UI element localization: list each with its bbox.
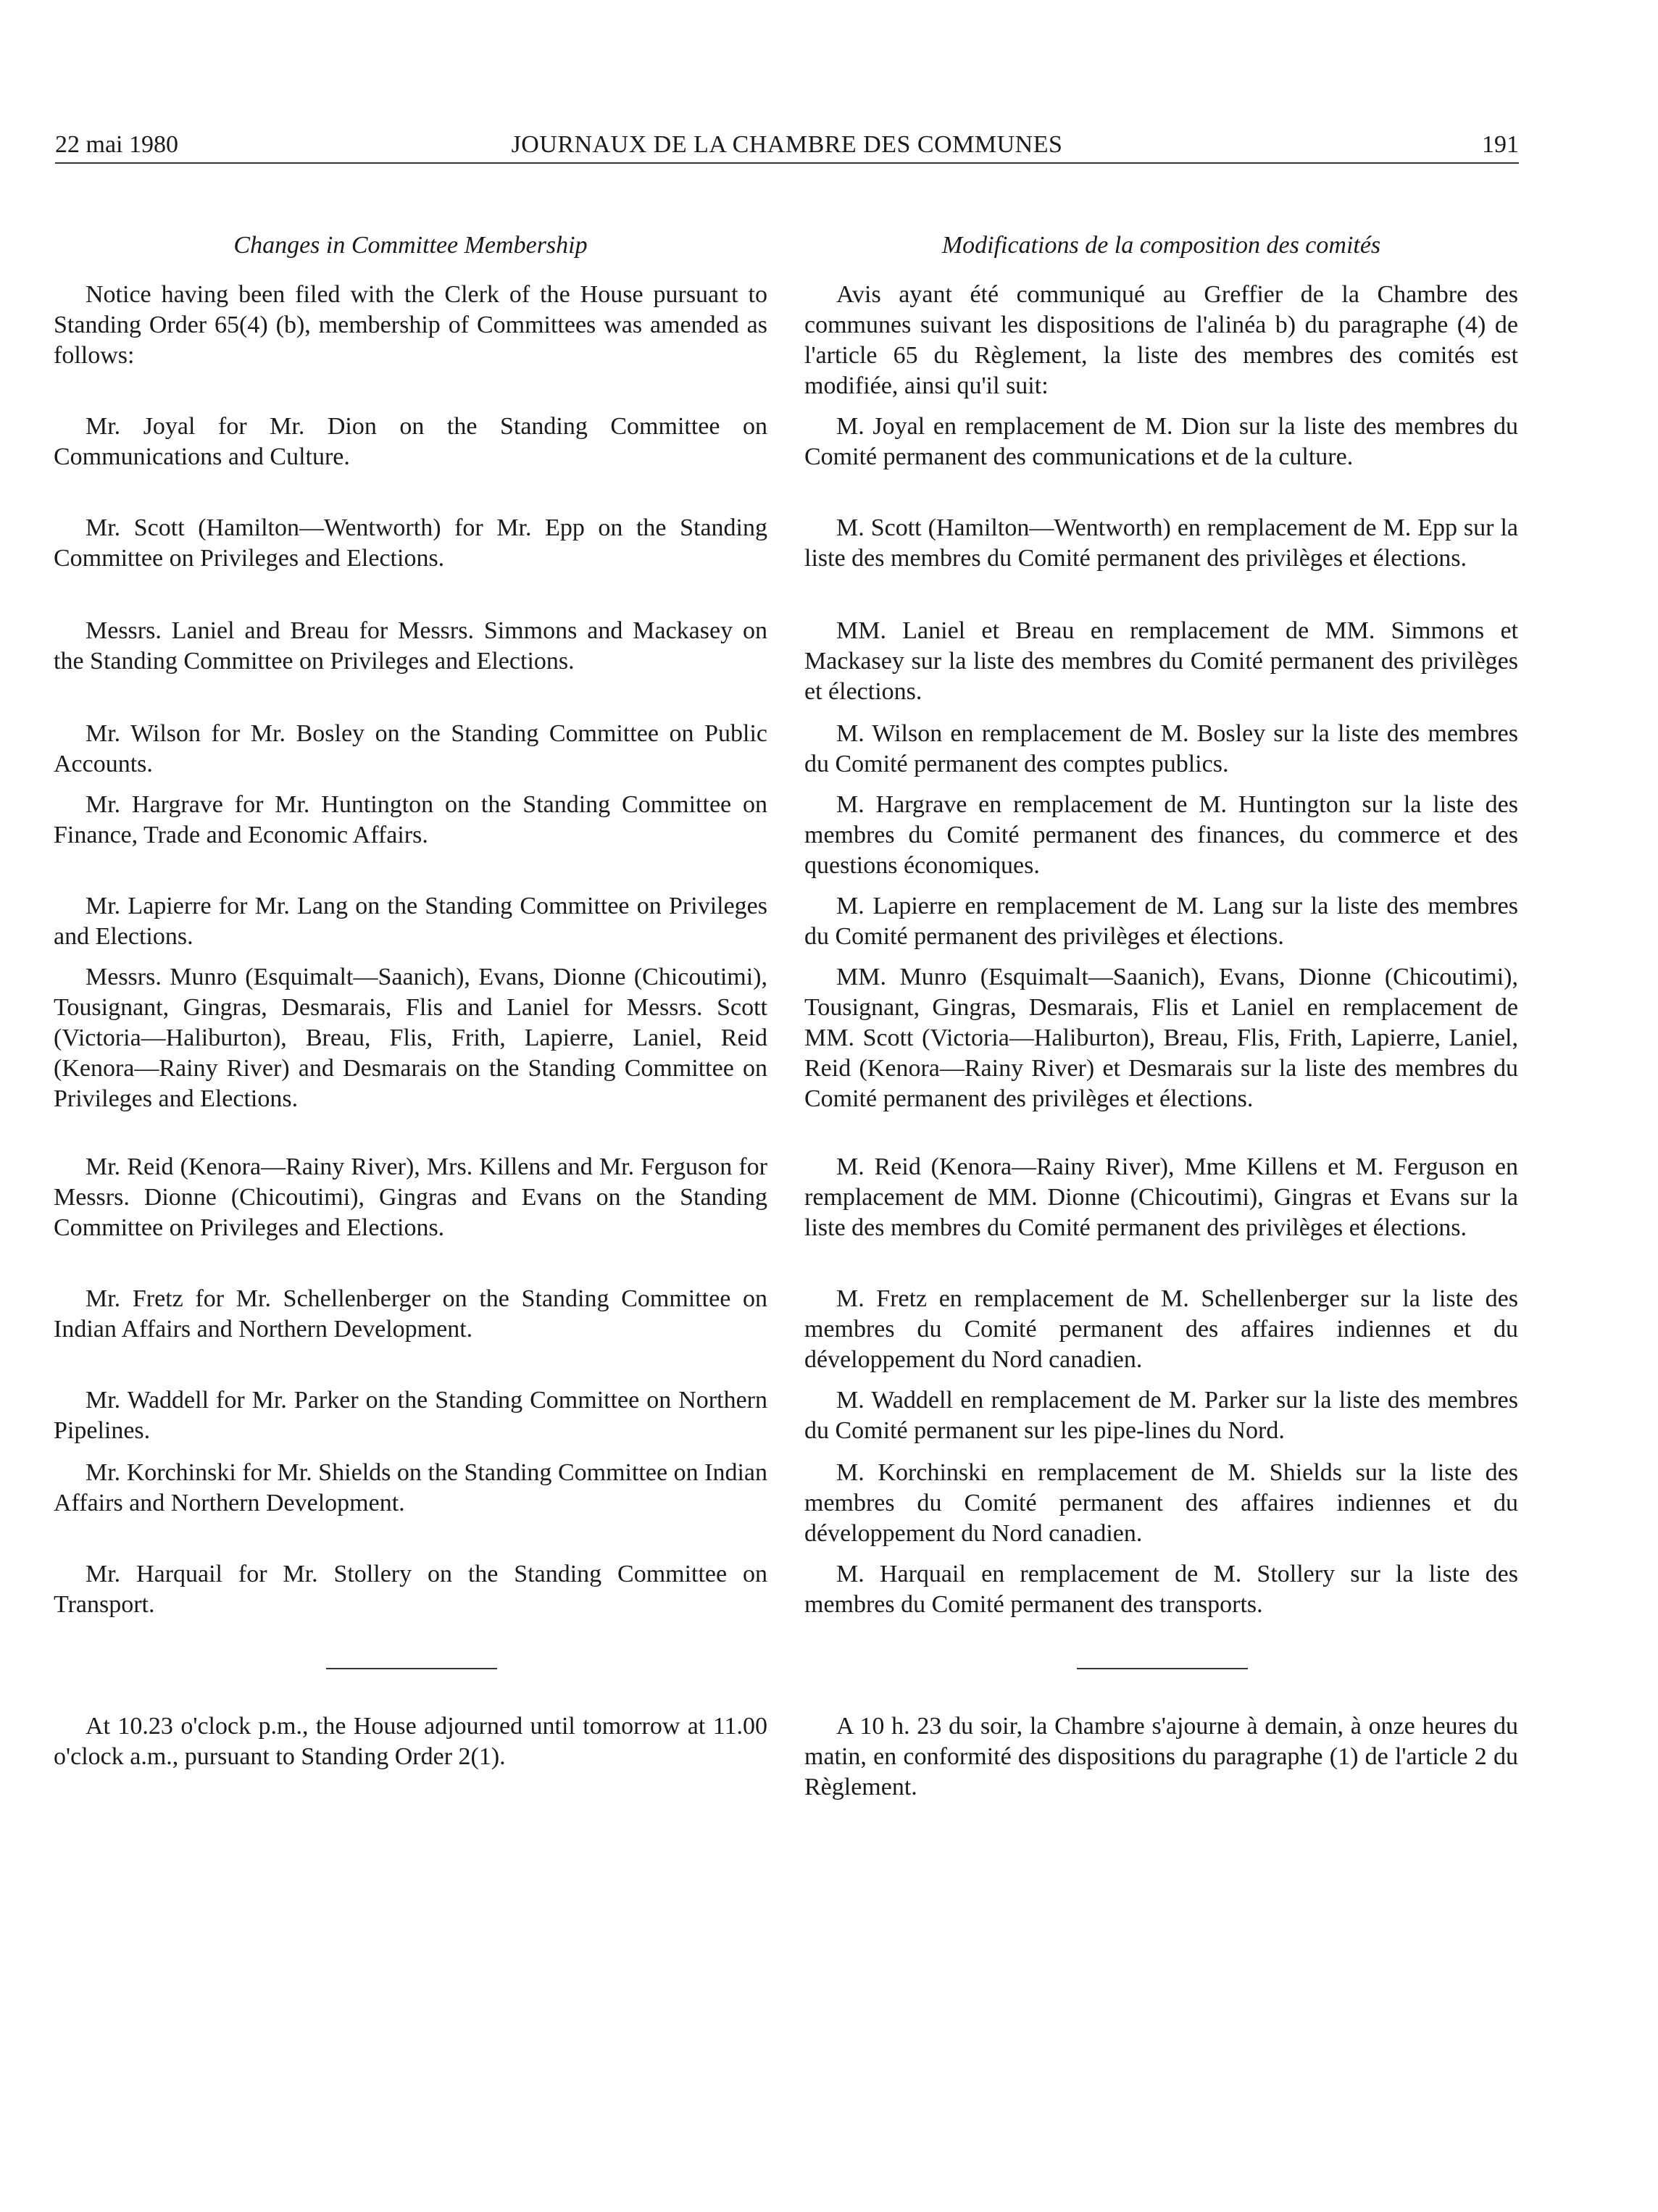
header-title: JOURNAUX DE LA CHAMBRE DES COMMUNES xyxy=(511,131,1063,158)
english-section-title: Changes in Committee Membership xyxy=(233,232,588,259)
french-change-3: MM. Laniel et Breau en remplacement de MM. Simmons et Mackasey sur la liste des membres du Comité permanent des privilèges et élections. xyxy=(804,617,1518,705)
english-change-5: Mr. Hargrave for Mr. Huntington on the Standing Committee on Finance, Trade and Economic Affairs. xyxy=(54,791,767,848)
french-change-8: M. Reid (Kenora—Rainy River), Mme Killens et M. Ferguson en remplacement de MM. Dionne (Chicoutimi), Gingras et Evans sur la liste des membres du Comité permanent des privilèges et élections. xyxy=(804,1153,1518,1241)
english-separator-rule xyxy=(326,1668,497,1669)
french-change-9: M. Fretz en remplacement de M. Schellenberger sur la liste des membres du Comité permanent des affaires indiennes et du développement du Nord canadien. xyxy=(804,1285,1518,1373)
french-change-7: MM. Munro (Esquimalt—Saanich), Evans, Dionne (Chicoutimi), Tousignant, Gingras, Desmarais, Flis et Laniel en remplacement de MM. Scott (Victoria—Haliburton), Breau, Flis, Frith, Lapierre, Laniel, Reid (Kenora—Rainy River) et Desmarais sur la liste des membres du Comité permanent des privilèges et élections. xyxy=(804,964,1518,1112)
english-change-11: Mr. Korchinski for Mr. Shields on the Standing Committee on Indian Affairs and Northern Development. xyxy=(54,1459,767,1516)
page-header xyxy=(55,128,1519,162)
header-date: 22 mai 1980 xyxy=(55,131,178,158)
english-change-4: Mr. Wilson for Mr. Bosley on the Standing Committee on Public Accounts. xyxy=(54,720,767,777)
english-change-7: Messrs. Munro (Esquimalt—Saanich), Evans, Dionne (Chicoutimi), Tousignant, Gingras, Desmarais, Flis and Laniel for Messrs. Scott (Victoria—Haliburton), Breau, Flis, Frith, Lapierre, Laniel, Reid (Kenora—Rainy River) and Desmarais on the Standing Committee on Privileges and Elections. xyxy=(54,964,767,1112)
french-change-2: M. Scott (Hamilton—Wentworth) en remplacement de M. Epp sur la liste des membres du Comité permanent des privilèges et élections. xyxy=(804,514,1518,572)
french-change-10: M. Waddell en remplacement de M. Parker sur la liste des membres du Comité permanent sur les pipe-lines du Nord. xyxy=(804,1387,1518,1444)
english-notice-paragraph: Notice having been filed with the Clerk of the House pursuant to Standing Order 65(4) (b), membership of Committees was amended as follows: xyxy=(54,281,767,369)
english-adjournment: At 10.23 o'clock p.m., the House adjourned until tomorrow at 11.00 o'clock a.m., pursuant to Standing Order 2(1). xyxy=(54,1713,767,1770)
french-section-title: Modifications de la composition des comités xyxy=(941,232,1381,259)
english-change-12: Mr. Harquail for Mr. Stollery on the Standing Committee on Transport. xyxy=(54,1561,767,1618)
english-change-8: Mr. Reid (Kenora—Rainy River), Mrs. Killens and Mr. Ferguson for Messrs. Dionne (Chicoutimi), Gingras and Evans on the Standing Committee on Privileges and Elections. xyxy=(54,1153,767,1241)
french-change-12: M. Harquail en remplacement de M. Stollery sur la liste des membres du Comité permanent des transports. xyxy=(804,1561,1518,1618)
french-change-5: M. Hargrave en remplacement de M. Huntington sur la liste des membres du Comité permanent des finances, du commerce et des questions économiques. xyxy=(804,791,1518,879)
english-change-1: Mr. Joyal for Mr. Dion on the Standing Committee on Communications and Culture. xyxy=(54,413,767,470)
french-separator-rule xyxy=(1077,1668,1248,1669)
french-change-1: M. Joyal en remplacement de M. Dion sur la liste des membres du Comité permanent des communications et de la culture. xyxy=(804,413,1518,470)
header-rule xyxy=(55,162,1519,164)
french-adjournment: A 10 h. 23 du soir, la Chambre s'ajourne à demain, à onze heures du matin, en conformité des dispositions du paragraphe (1) de l'article 2 du Règlement. xyxy=(804,1713,1518,1800)
english-change-3: Messrs. Laniel and Breau for Messrs. Simmons and Mackasey on the Standing Committee on Privileges and Elections. xyxy=(54,617,767,675)
english-column xyxy=(54,230,767,1770)
french-change-6: M. Lapierre en remplacement de M. Lang sur la liste des membres du Comité permanent des privilèges et élections. xyxy=(804,893,1518,950)
french-change-4: M. Wilson en remplacement de M. Bosley sur la liste des membres du Comité permanent des comptes publics. xyxy=(804,720,1518,777)
french-notice-paragraph: Avis ayant été communiqué au Greffier de la Chambre des communes suivant les dispositions de l'alinéa b) du paragraphe (4) de l'article 65 du Règlement, la liste des membres des comités est modifiée, ainsi qu'il suit: xyxy=(804,281,1518,399)
english-change-2: Mr. Scott (Hamilton—Wentworth) for Mr. Epp on the Standing Committee on Privileges and Elections. xyxy=(54,514,767,572)
english-change-9: Mr. Fretz for Mr. Schellenberger on the Standing Committee on Indian Affairs and Northern Development. xyxy=(54,1285,767,1343)
french-change-11: M. Korchinski en remplacement de M. Shields sur la liste des membres du Comité permanent des affaires indiennes et du développement du Nord canadien. xyxy=(804,1459,1518,1547)
english-change-10: Mr. Waddell for Mr. Parker on the Standing Committee on Northern Pipelines. xyxy=(54,1387,767,1444)
french-column xyxy=(804,230,1518,1800)
english-change-6: Mr. Lapierre for Mr. Lang on the Standing Committee on Privileges and Elections. xyxy=(54,893,767,950)
page-number: 191 xyxy=(1482,131,1519,158)
